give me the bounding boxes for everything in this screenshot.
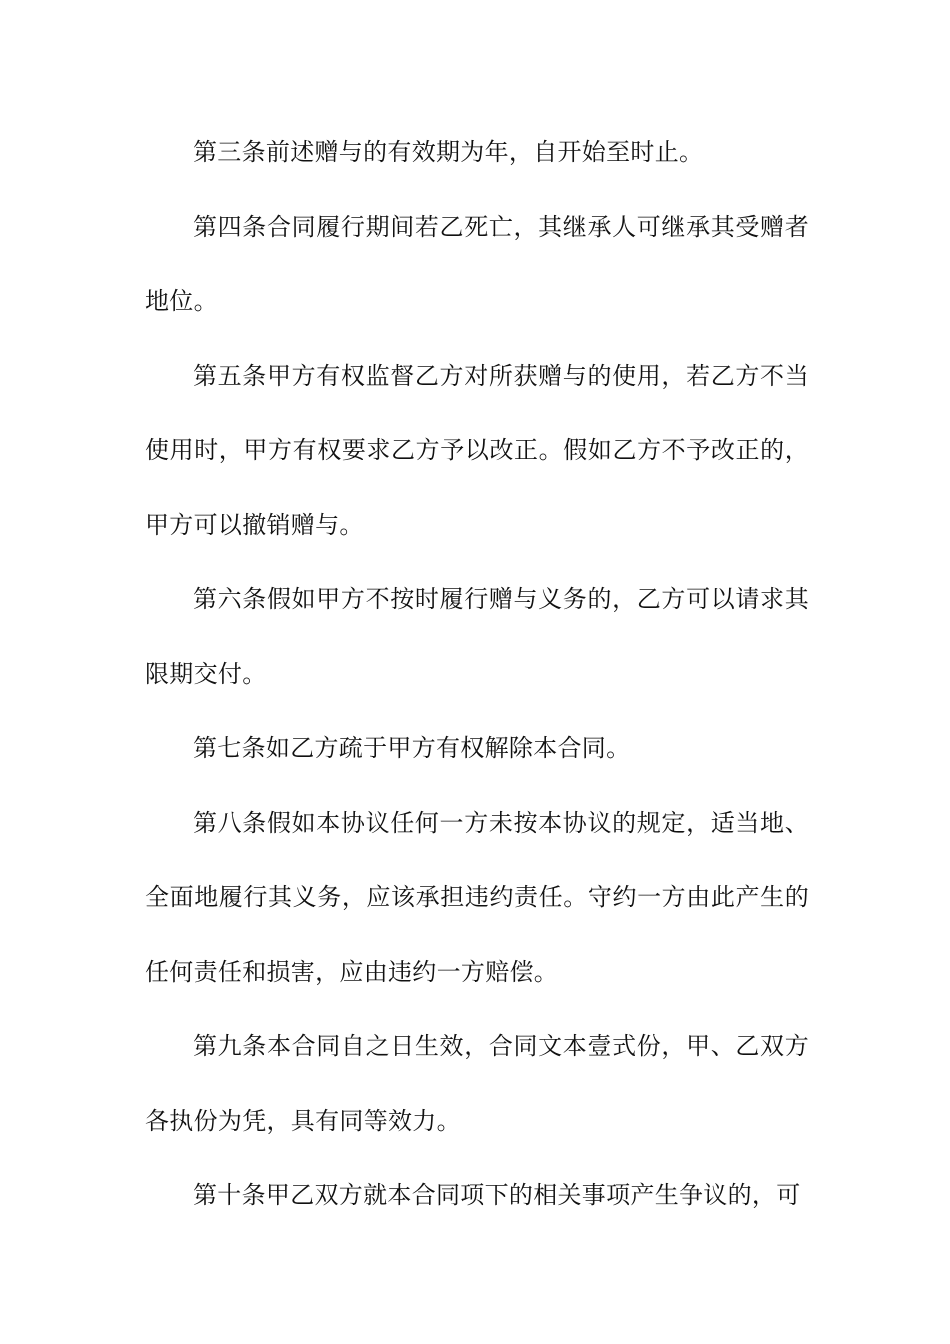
paragraph-article-8: 第八条假如本协议任何一方未按本协议的规定，适当地、全面地履行其义务，应该承担违约责任。守约一方由此产生的任何责任和损害，应由违约一方赔偿。 <box>145 808 809 986</box>
paragraph-article-7: 第七条如乙方疏于甲方有权解除本合同。 <box>193 734 631 762</box>
document-body <box>145 115 809 1233</box>
paragraph-article-9: 第九条本合同自之日生效，合同文本壹式份，甲、乙双方各执份为凭，具有同等效力。 <box>145 1032 809 1135</box>
paragraph-article-3: 第三条前述赠与的有效期为年，自开始至时止。 <box>193 138 704 166</box>
paragraph-article-5: 第五条甲方有权监督乙方对所获赠与的使用，若乙方不当使用时，甲方有权要求乙方予以改正。假如乙方不予改正的，甲方可以撤销赠与。 <box>145 361 809 539</box>
paragraph-article-10: 第十条甲乙双方就本合同项下的相关事项产生争议的，可 <box>193 1181 801 1209</box>
paragraph-article-4: 第四条合同履行期间若乙死亡，其继承人可继承其受赠者地位。 <box>145 212 809 315</box>
paragraph-article-6: 第六条假如甲方不按时履行赠与义务的，乙方可以请求其限期交付。 <box>145 585 809 688</box>
